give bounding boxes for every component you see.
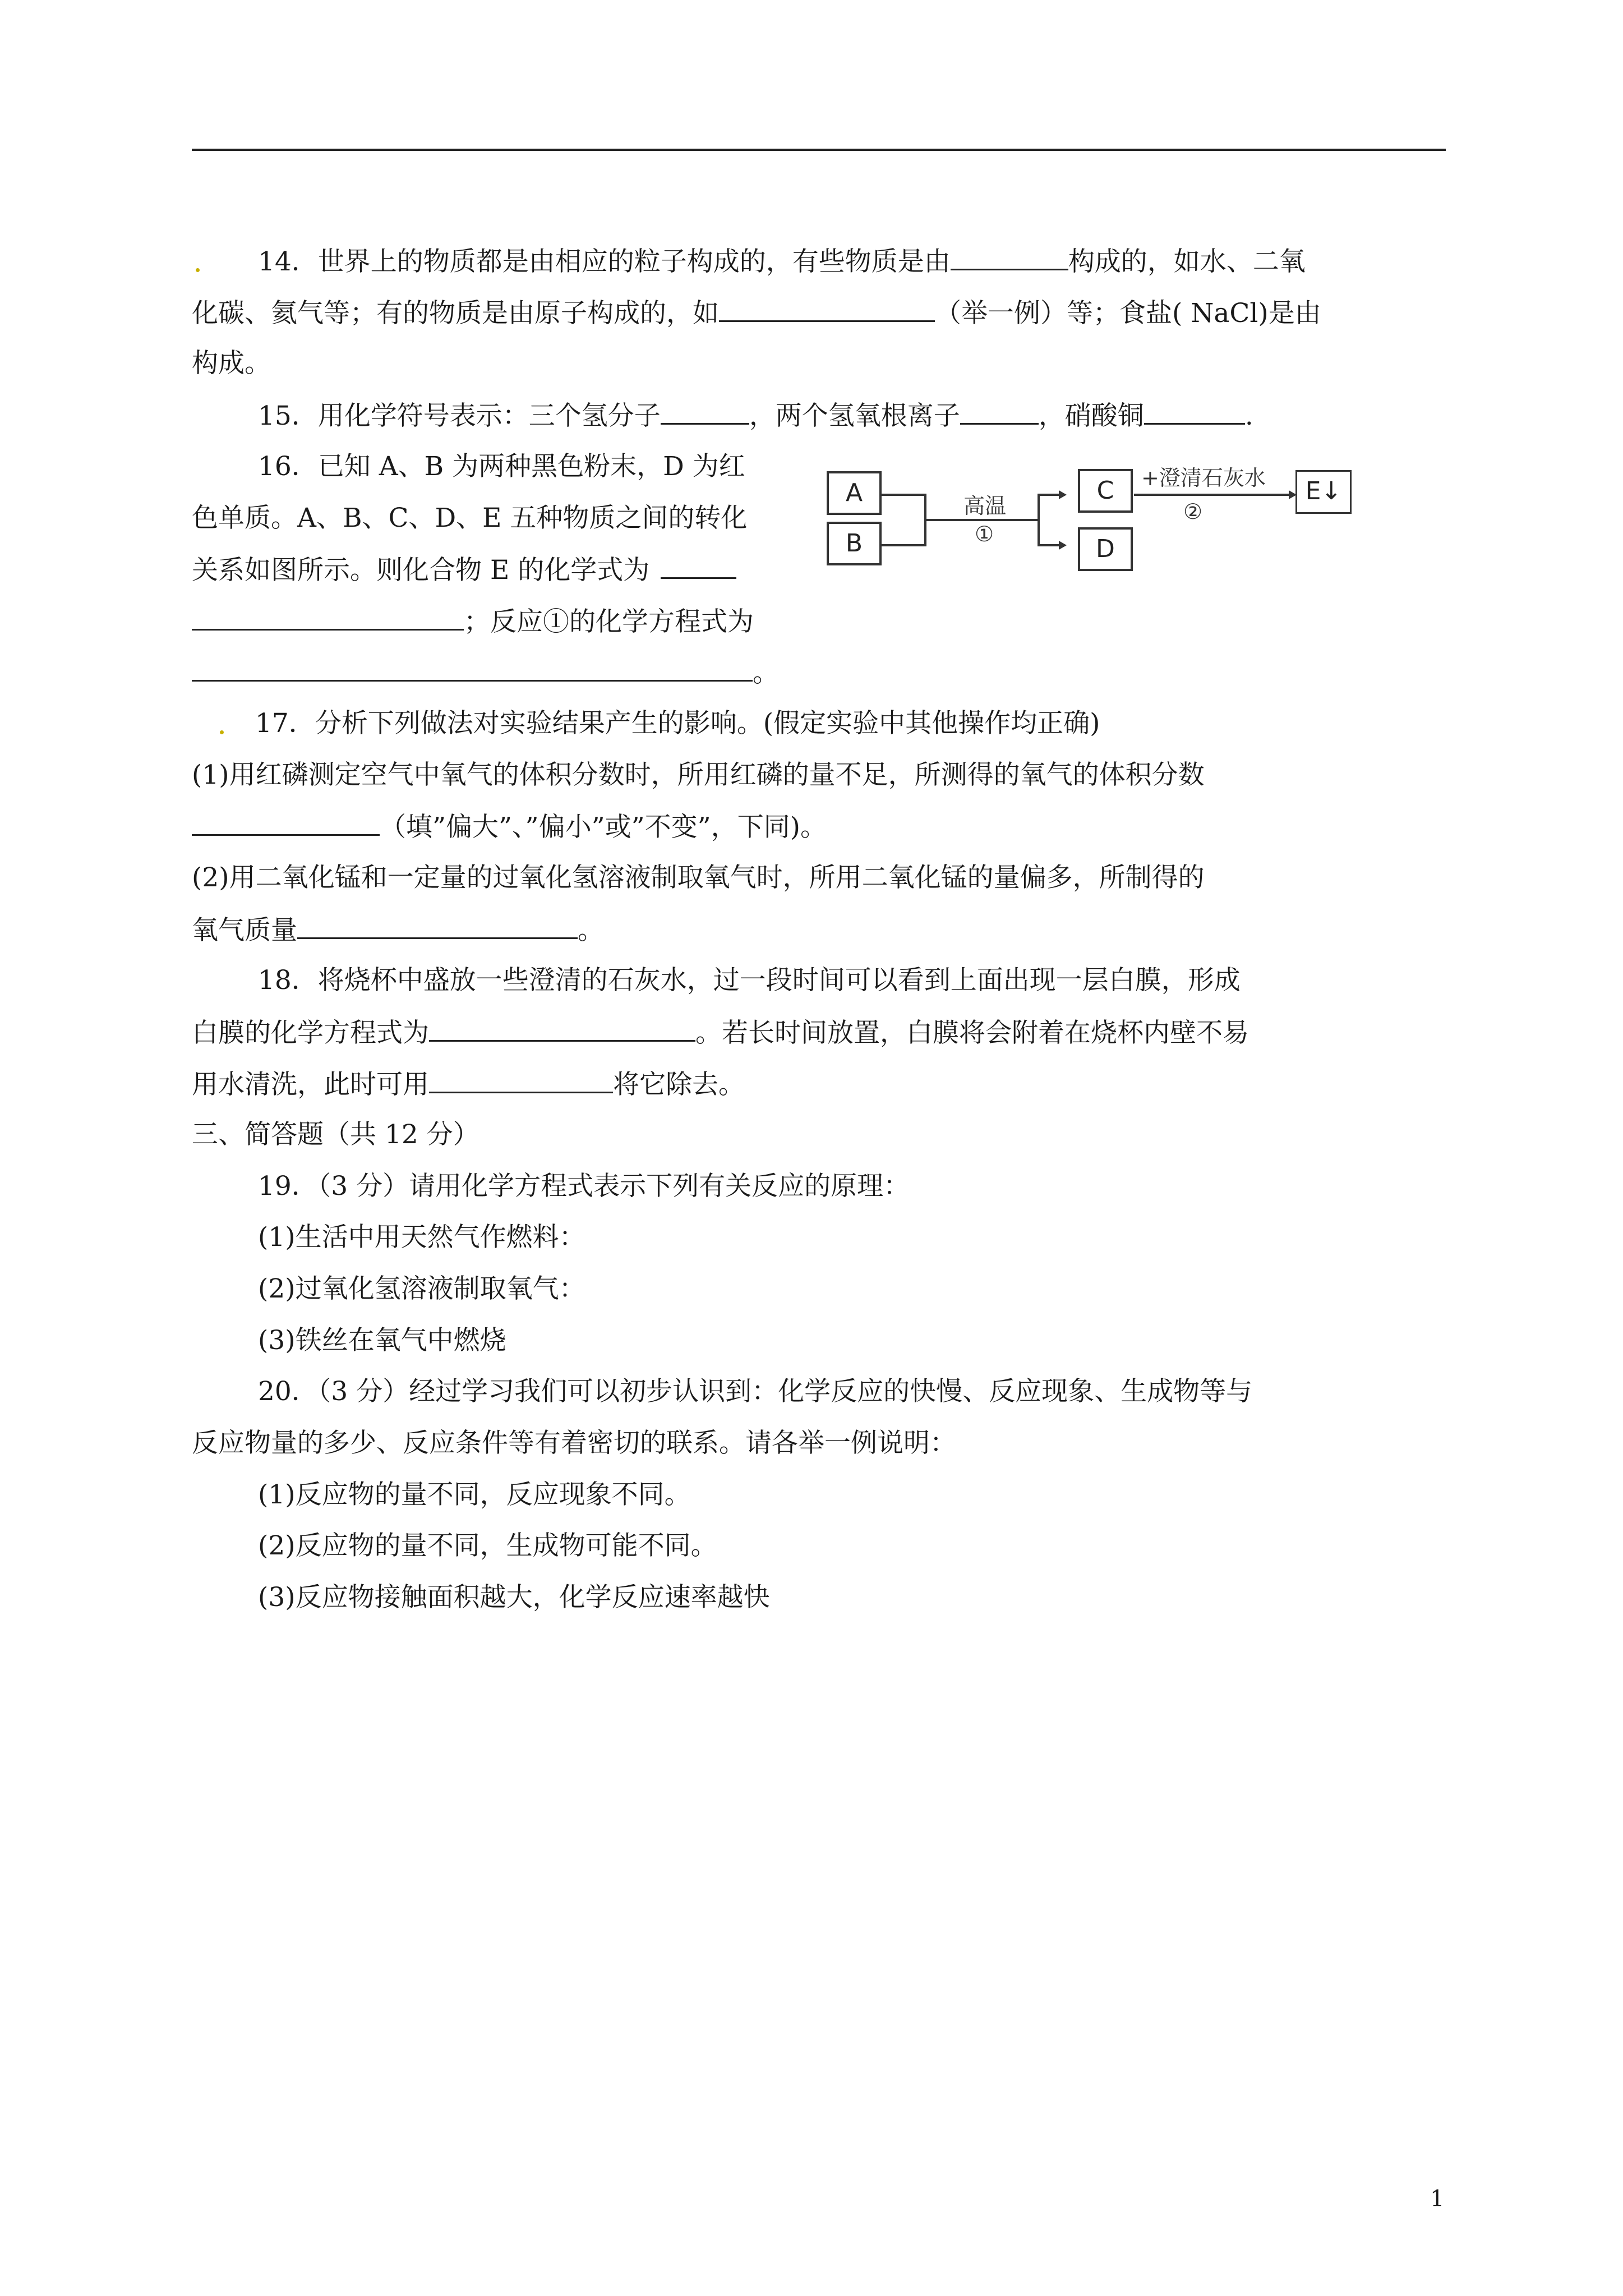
diagram-connectors xyxy=(824,433,1329,573)
q14-text-a: 14．世界上的物质都是由相应的粒子构成的，有些物质是由 xyxy=(258,246,951,277)
step-1-label: ① xyxy=(975,522,994,546)
q16-text-5: 。 xyxy=(753,657,779,688)
node-e: E↓ xyxy=(1295,470,1352,514)
q17-text-p1b: （填”偏大”、”偏小”或”不变”，下同)。 xyxy=(380,812,827,843)
q20-line-1 xyxy=(258,1375,1252,1409)
q15-blank-1[interactable] xyxy=(661,398,749,425)
bullet-dot xyxy=(196,268,200,272)
section-3-text: 三、简答题（共 12 分） xyxy=(192,1119,479,1150)
q19-text-title: 19．（3 分）请用化学方程式表示下列有关反应的原理： xyxy=(258,1171,910,1202)
q16-text-3: 关系如图所示。则化合物 E 的化学式为 xyxy=(192,555,650,586)
q19-text-item-2: (2)过氧化氢溶液制取氧气： xyxy=(258,1273,585,1304)
q20-line-2 xyxy=(192,1427,956,1460)
q18-text-2a: 白膜的化学方程式为 xyxy=(192,1018,429,1048)
q20-text-1: 20．（3 分）经过学习我们可以初步认识到：化学反应的快慢、反应现象、生成物等与 xyxy=(258,1376,1253,1407)
q20-item-3 xyxy=(258,1581,770,1614)
q18-line-1 xyxy=(258,964,1241,997)
q17-part1-line1 xyxy=(192,758,1205,792)
q18-text-2b: 。若长时间放置，白膜将会附着在烧杯内壁不易 xyxy=(695,1018,1249,1048)
q17-text-p2c: 。 xyxy=(578,915,604,946)
q16-blank-1[interactable] xyxy=(661,553,736,579)
section-3-title xyxy=(192,1118,479,1152)
q17-blank-1[interactable] xyxy=(192,809,380,836)
q15-line xyxy=(258,398,1253,433)
bullet-dot xyxy=(220,730,224,734)
q14-text-b: 构成的，如水、二氧 xyxy=(1068,246,1306,277)
q19-text-item-3: (3)铁丝在氧气中燃烧 xyxy=(258,1325,506,1356)
q19-item-2 xyxy=(258,1272,585,1306)
q14-blank-1[interactable] xyxy=(951,244,1068,270)
q15-text-c: ，硝酸铜 xyxy=(1038,401,1144,431)
q20-text-item-3: (3)反应物接触面积越大，化学反应速率越快 xyxy=(258,1582,770,1613)
q16-text-2: 色单质。A、B、C、D、E 五种物质之间的转化 xyxy=(192,503,748,533)
q16-text-1: 16．已知 A、B 为两种黑色粉末，D 为红 xyxy=(258,451,745,482)
q16-text-4: ；反应①的化学方程式为 xyxy=(464,606,754,637)
q16-line-2 xyxy=(192,501,747,535)
q15-text-a: 15．用化学符号表示：三个氢分子 xyxy=(258,401,661,431)
q14-line-1 xyxy=(258,244,1306,279)
q20-item-1 xyxy=(258,1478,691,1512)
q18-text-1: 18．将烧杯中盛放一些澄清的石灰水，过一段时间可以看到上面出现一层白膜，形成 xyxy=(258,965,1241,996)
q17-text-p1a: (1)用红磷测定空气中氧气的体积分数时，所用红磷的量不足，所测得的氧气的体积分数 xyxy=(192,760,1205,790)
q17-text-title: 17．分析下列做法对实验结果产生的影响。(假定实验中其他操作均正确) xyxy=(255,708,1100,739)
q18-line-3 xyxy=(192,1067,745,1102)
q15-blank-2[interactable] xyxy=(960,398,1039,425)
q17-text-p2b: 氧气质量 xyxy=(192,915,297,946)
q18-blank-2[interactable] xyxy=(429,1067,613,1093)
node-c: C xyxy=(1078,469,1133,513)
q20-text-item-1: (1)反应物的量不同，反应现象不同。 xyxy=(258,1479,691,1510)
q18-text-3a: 用水清洗，此时可用 xyxy=(192,1069,429,1100)
q14-line-3 xyxy=(192,347,271,380)
q19-title xyxy=(258,1170,910,1203)
q20-item-2 xyxy=(258,1529,717,1563)
q20-text-item-2: (2)反应物的量不同，生成物可能不同。 xyxy=(258,1530,717,1561)
step-2-label: ② xyxy=(1183,499,1203,524)
q19-item-3 xyxy=(258,1324,506,1358)
q16-line-4 xyxy=(192,604,754,639)
reagent-limewater: +澄清石灰水 xyxy=(1141,466,1266,490)
q14-text-d: （举一例）等；食盐( NaCl)是由 xyxy=(935,298,1321,329)
q18-text-3b: 将它除去。 xyxy=(613,1069,745,1100)
q17-title xyxy=(255,707,1100,740)
q14-blank-2[interactable] xyxy=(719,296,935,322)
q20-text-2: 反应物量的多少、反应条件等有着密切的联系。请各举一例说明： xyxy=(192,1428,956,1458)
q19-item-1 xyxy=(258,1221,585,1254)
q17-part2-line1 xyxy=(192,861,1205,895)
q16-line-5 xyxy=(192,655,779,690)
node-a: A xyxy=(827,471,882,515)
q14-line-2 xyxy=(192,296,1321,330)
q14-text-c: 化碳、氦气等；有的物质是由原子构成的，如 xyxy=(192,298,719,329)
node-b: B xyxy=(827,522,882,565)
q15-text-d: . xyxy=(1244,401,1253,431)
q17-text-p2a: (2)用二氧化锰和一定量的过氧化氢溶液制取氧气时，所用二氧化锰的量偏多，所制得的 xyxy=(192,862,1205,893)
node-d: D xyxy=(1078,527,1133,571)
condition-high-temperature: 高温 xyxy=(963,494,1007,518)
header-rule xyxy=(192,149,1446,151)
q16-blank-2[interactable] xyxy=(192,604,464,631)
q15-blank-3[interactable] xyxy=(1144,398,1245,425)
q19-text-item-1: (1)生活中用天然气作燃料： xyxy=(258,1222,585,1253)
q14-text-e: 构成。 xyxy=(192,348,271,379)
page-number: 1 xyxy=(1430,2186,1445,2212)
q17-part2-line2 xyxy=(192,913,604,947)
q17-blank-2[interactable] xyxy=(297,913,578,939)
q18-blank-1[interactable] xyxy=(429,1015,695,1042)
q16-line-3 xyxy=(192,553,736,587)
q16-blank-3[interactable] xyxy=(192,655,753,682)
q17-part1-line2 xyxy=(192,809,827,844)
q18-line-2 xyxy=(192,1015,1249,1050)
q16-line-1 xyxy=(258,450,745,484)
q15-text-b: ，两个氢氧根离子 xyxy=(749,401,960,431)
